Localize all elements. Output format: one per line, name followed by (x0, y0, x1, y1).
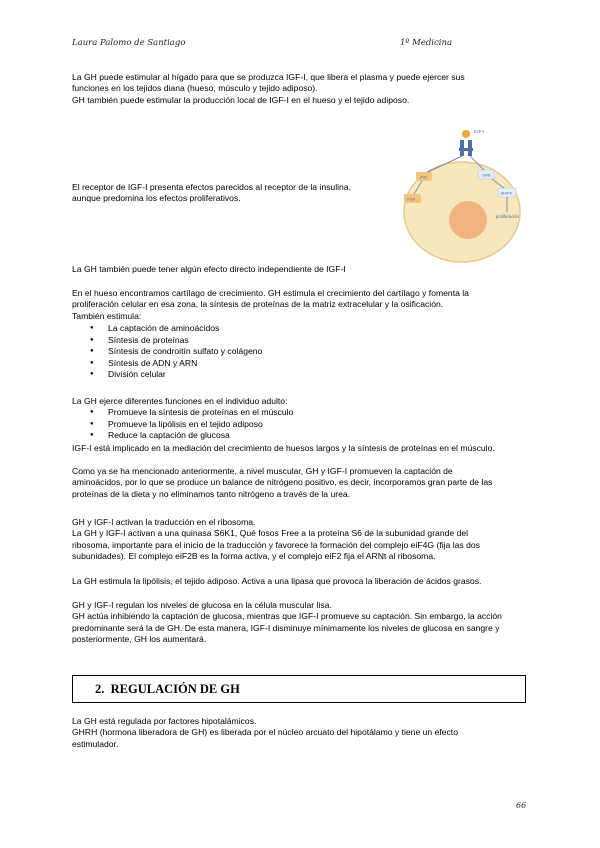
list-item: ● Síntesis de proteínas (72, 335, 262, 347)
paragraph-glucose: GH y IGF-I regulan los niveles de glucosa en la célula muscular lisa. GH actúa inhibiendo la captación de glucosa, mientras que IGF-I promueve su captación. Sin embargo, la acción predominante será la de GH. De esta manera, IGF-I disminuye mínimamente los niveles de glucosa en sangre y posteriormente, GH los aumentará. (72, 600, 502, 644)
proliferation-label: proliferación (496, 214, 519, 219)
list-item: ● La captación de aminoácidos (72, 323, 262, 335)
list-item: ● Promueve la lipólisis en el tejido adiposo (72, 419, 293, 431)
paragraph-direct-effect: La GH también puede tener algún efecto directo independiente de IGF-I (72, 264, 346, 274)
paragraph-muscle: Como ya se ha mencionado anteriormente, a nivel muscular, GH y IGF-I promueven la captación de aminoácidos, por lo que se produce un balance de nitrógeno positivo, es decir, incorporamos gran parte de las proteínas de la dieta y no eliminamos tanto nitrógeno a través de la urea. (72, 466, 493, 499)
paragraph-regulation: La GH está regulada por factores hipotalámicos. GHRH (hormona liberadora de GH) es liberada por el núcleo arcuato del hipotálamo y tiene un efecto estimulador. (72, 716, 458, 749)
receptor-bridge (459, 148, 473, 151)
section-heading-box (72, 675, 526, 703)
section-title: 2. REGULACIÓN DE GH (95, 682, 240, 696)
list-adult-functions (72, 407, 293, 442)
igf-receptor-figure (398, 124, 528, 264)
list-item: ● Promueve la síntesis de proteínas en el músculo (72, 407, 293, 419)
svg-text:IRS: IRS (420, 174, 427, 180)
paragraph-bone: En el hueso encontramos cartílago de crecimiento. GH estimula el crecimiento del cartílago y fomenta la proliferación celular en esa zona, la síntesis de proteínas de la matriz extracelular y la osificación. También estimula: (72, 288, 469, 321)
paragraph-receptor: El receptor de IGF-I presenta efectos parecidos al receptor de la insulina, aunque predomina los efectos proliferativos. (72, 182, 351, 204)
igf-label: IGF-I (474, 129, 485, 134)
list-item: ● División celular (72, 369, 262, 381)
header-course: 1º Medicina (400, 38, 453, 48)
paragraph-adult: La GH ejerce diferentes funciones en el individuo adulto: (72, 396, 288, 406)
page-number: 66 (516, 801, 527, 810)
svg-text:PI3K: PI3K (407, 196, 416, 202)
header-author: Laura Palomo de Santiago (72, 38, 186, 48)
paragraph-igf-long-bones: IGF-I está implicado en la mediación del crecimiento de huesos largos y la síntesis de proteínas en el músculo. (72, 443, 495, 453)
paragraph-lipolysis: La GH estimula la lipólisis, el tejido adiposo. Activa a una lipasa que provoca la liberación de ácidos grasos. (72, 576, 482, 586)
list-item: ● Síntesis de condroitín sulfato y colágeno (72, 346, 262, 358)
ligand-icon (462, 130, 470, 138)
list-stimulation (72, 323, 262, 381)
paragraph-igf-liver: La GH puede estimular al hígado para que se produzca IGF-I, que libera el plasma y puede ejercer sus funciones en los tejidos diana (hueso, músculo y tejido adiposo). GH también puede estimular la producción local de IGF-I en el hueso y el tejido adiposo. (72, 72, 465, 105)
svg-text:GRB: GRB (482, 172, 491, 178)
svg-text:MAPK: MAPK (501, 190, 513, 196)
list-item: ● Reduce la captación de glucosa (72, 430, 293, 442)
cell-nucleus (449, 201, 487, 239)
list-item: ● Síntesis de ADN y ARN (72, 358, 262, 370)
paragraph-translation: GH y IGF-I activan la traducción en el ribosoma. La GH y IGF-I activan a una quinasa S6K1, Qué fosos Free a la proteína S6 de la subunidad grande del ribosoma, importante para el inicio de la traducción y favorece la formación del complejo eiF4G (fija las dos subunidades). El complejo eiF2B es la forma activa, y el complejo eiF2 fija el ARNt al ribosoma. (72, 517, 480, 561)
